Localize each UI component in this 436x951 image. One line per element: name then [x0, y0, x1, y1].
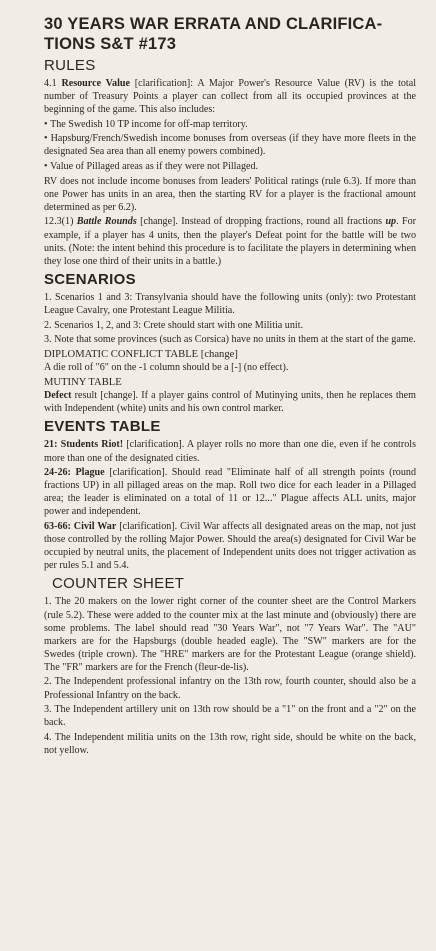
- rule-label: Battle Rounds: [76, 216, 137, 228]
- mutiny-text: [44, 389, 416, 415]
- errata-page: [44, 14, 416, 759]
- rule-text: [change]. Instead of dropping fractions, round all fractions: [136, 216, 386, 228]
- counter-item-4: 4. The Independent militia units on the 13th row, right side, should be white on the back, not yellow.: [44, 731, 416, 756]
- event-civil-war: [44, 520, 416, 572]
- scenarios-heading: SCENARIOS: [44, 270, 136, 288]
- rule-number: 4.1: [44, 78, 62, 89]
- counter-item-3: 3. The Independent artillery unit on 13th row should be a "1" on the front and a "2" on the back.: [44, 704, 416, 729]
- page-title: 30 YEARS WAR ERRATA AND CLARIFICA-TIONS S&T #173: [44, 15, 383, 53]
- rule-text: . For example, if a player has 4 units, then the player's Defeat point for the battle will be two units. (Note: the intent behind this procedure is to facilitate the players in determining when they lose one third of their units in a battle.): [44, 216, 416, 267]
- mutiny-body: result [change]. If a player gains control of Mutinying units, then he replaces them with Independent (white) units and his own control marker.: [44, 390, 416, 415]
- counter-item-2: 2. The Independent professional infantry on the 13th row, fourth counter, should also be a Professional Infantry on the back.: [44, 676, 416, 701]
- rules-bullet-swedish: • The Swedish 10 TP income for off-map territory.: [44, 118, 416, 131]
- counter-sheet-heading: COUNTER SHEET: [52, 575, 185, 593]
- rule-number: 12.3(1): [44, 216, 77, 228]
- event-plague: [44, 466, 416, 518]
- event-text: [clarification]. Should read "Eliminate half of all strength points (round fractions UP) in all pillaged areas on the map. Roll two dice for each leader in a Pillaged area; the leader is eliminated on a total of 11 or 12..." Plague affects ALL units, major power and independent.: [44, 467, 416, 518]
- diplomatic-conflict-text: A die roll of "6" on the -1 column should be a [-] (no effect).: [44, 362, 289, 374]
- event-label: 63-66: Civil War: [44, 521, 117, 533]
- rules-heading: RULES: [44, 57, 96, 74]
- event-text: [clarification]. Civil War affects all designated areas on the map, not just those controlled by the rolling Major Power. Should the area(s) designated for Civil War be occupied by neutral units, the placement of Independent units does not trigger activation as per rules 5.1 and 5.4.: [44, 521, 416, 572]
- scenarios-item-1: 1. Scenarios 1 and 3: Transylvania should have the following units (only): two Protestant League Cavalry, one Protestant League Militia.: [44, 291, 416, 316]
- mutiny-label: Defect: [44, 390, 72, 402]
- mutiny-heading: MUTINY TABLE: [44, 376, 122, 388]
- diplomatic-conflict-heading: DIPLOMATIC CONFLICT TABLE [change]: [44, 348, 238, 360]
- scenarios-item-2: 2. Scenarios 1, 2, and 3: Crete should start with one Militia unit.: [44, 319, 304, 331]
- rules-bullet-pillaged: • Value of Pillaged areas as if they were not Pillaged.: [44, 160, 416, 173]
- rule-label: Resource Value: [61, 78, 130, 89]
- rules-paragraph-rv: RV does not include income bonuses from leaders' Political ratings (rule 6.3). If more than one Power has units in an area, then the starting RV for a player is the fractional amount determined as per 6.2).: [44, 175, 416, 213]
- scenarios-item-3: 3. Note that some provinces (such as Corsica) have no units in them at the start of the game.: [44, 334, 416, 346]
- rules-paragraph-resource-value: [44, 77, 416, 116]
- events-heading: EVENTS TABLE: [44, 418, 161, 436]
- event-label: 21: Students Riot!: [44, 439, 124, 451]
- rules-paragraph-battle-rounds: [44, 215, 416, 267]
- event-text: [clarification]. A player rolls no more than one die, even if he controls more than one of the designated cities.: [44, 439, 416, 464]
- counter-item-1: 1. The 20 makers on the lower right corner of the counter sheet are the Control Markers (rule 5.2). These were added to the counter mix at the last minute and (obviously) there are some problems. The label should read "30 Years War", not "7 Years War". The "AU" markers are for the Hapsburgs (double headed eagle). The "SW" markers are for the Swedes (triple crown). The "HRE" markers are for the Protestant League (orange shield). The "FR" markers are for the French (fleur-de-lis).: [44, 596, 416, 673]
- event-students-riot: [44, 438, 416, 464]
- rule-emphasis: up: [385, 216, 397, 228]
- rule-text: [clarification]: A Major Power's Resource Value (RV) is the total number of Treasury Points a player can collect from all its occupied provinces at the beginning of the game. This also includes:: [44, 78, 417, 116]
- rules-bullet-overseas: • Hapsburg/French/Swedish income bonuses from overseas (if they have more fleets in the designated Sea area than all enemy powers combined).: [44, 132, 416, 158]
- event-label: 24-26: Plague: [44, 467, 105, 479]
